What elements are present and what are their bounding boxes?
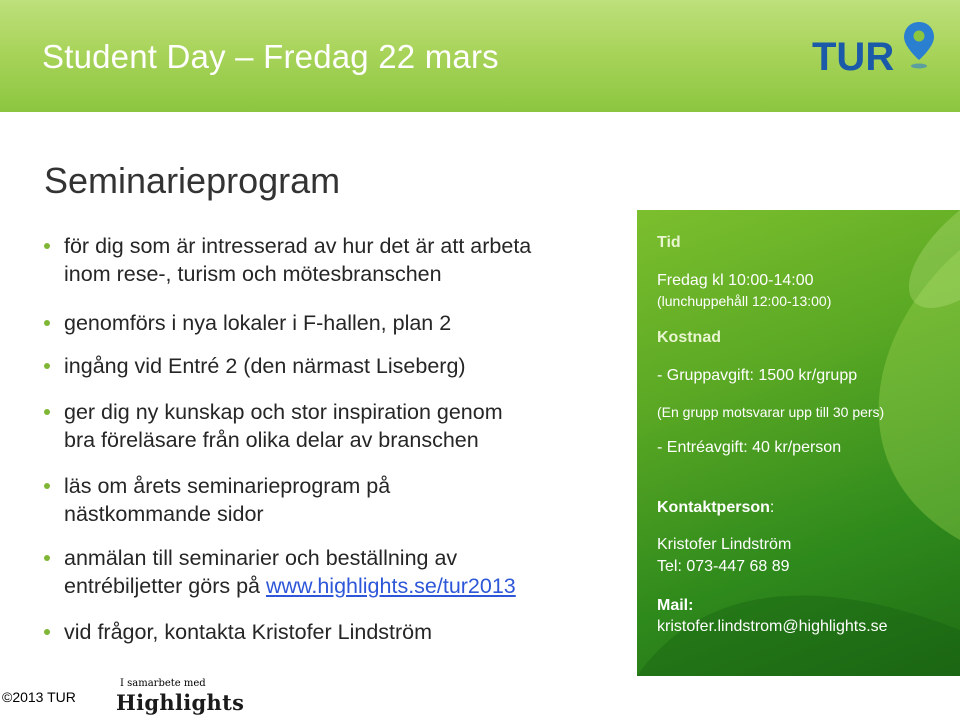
bullet-line: ger dig ny kunskap och stor inspiration genom — [64, 400, 503, 424]
copyright: ©2013 TUR — [2, 689, 76, 705]
bullet-line: genomförs i nya lokaler i F-hallen, plan 2 — [64, 311, 452, 335]
info-panel — [637, 210, 960, 676]
bullet-item — [44, 232, 614, 288]
tid-value: Fredag kl 10:00-14:00 — [657, 272, 814, 289]
bullet-line: vid frågor, kontakta Kristofer Lindström — [64, 620, 433, 644]
bullet-line: för dig som är intresserad av hur det är att arbeta — [64, 234, 532, 258]
bullet-item — [44, 309, 614, 337]
kontakt-name: Kristofer Lindström — [657, 536, 792, 553]
section-title: Seminarieprogram — [44, 160, 341, 201]
header-bar — [0, 0, 960, 112]
bullet-dot-icon — [44, 320, 50, 326]
bullet-item — [44, 398, 614, 454]
kontakt-tel: Tel: 073-447 68 89 — [657, 558, 790, 575]
location-pin-icon — [904, 22, 934, 69]
bullet-line: nästkommande sidor — [64, 502, 264, 526]
partner-label: I samarbete med — [120, 678, 206, 689]
lunch-note: (lunchuppehåll 12:00-13:00) — [657, 293, 832, 309]
bullet-dot-icon — [44, 629, 50, 635]
mail-label: Mail: — [657, 597, 694, 614]
mail-value: kristofer.lindstrom@highlights.se — [657, 618, 888, 635]
kontakt-heading — [657, 499, 774, 517]
kontakt-label: Kontaktperson — [657, 499, 770, 516]
grupp-note: (En grupp motsvarar upp till 30 pers) — [657, 404, 885, 420]
tid-label: Tid — [657, 234, 681, 251]
bullet-line: läs om årets seminarieprogram på — [64, 474, 391, 498]
bullet-item — [44, 472, 614, 528]
gruppavgift: - Gruppavgift: 1500 kr/grupp — [657, 367, 858, 384]
kostnad-label: Kostnad — [657, 329, 721, 346]
bullet-item — [44, 618, 614, 646]
logo-text: TUR — [812, 35, 895, 79]
page-title: Student Day – Fredag 22 mars — [42, 38, 499, 75]
bullet-line-prefix: entrébiljetter görs på — [64, 574, 266, 598]
bullet-line: bra föreläsare från olika delar av branschen — [64, 428, 479, 452]
bullet-line: inom rese-, turism och mötesbranschen — [64, 262, 442, 286]
bullet-dot-icon — [44, 483, 50, 489]
bullet-item — [44, 544, 614, 600]
entreavgift: - Entréavgift: 40 kr/person — [657, 439, 842, 456]
bullet-dot-icon — [44, 243, 50, 249]
bullet-line — [64, 572, 614, 600]
bullet-item — [44, 352, 614, 380]
highlights-link[interactable]: www.highlights.se/tur2013 — [265, 574, 516, 598]
bullet-dot-icon — [44, 409, 50, 415]
kontakt-colon: : — [769, 499, 775, 516]
bullet-dot-icon — [44, 555, 50, 561]
tur-logo — [810, 16, 938, 86]
bullet-line: anmälan till seminarier och beställning av — [64, 546, 458, 570]
bullet-dot-icon — [44, 363, 50, 369]
highlights-logo: Highlights — [116, 690, 245, 715]
bullet-line: ingång vid Entré 2 (den närmast Liseberg) — [64, 354, 466, 378]
